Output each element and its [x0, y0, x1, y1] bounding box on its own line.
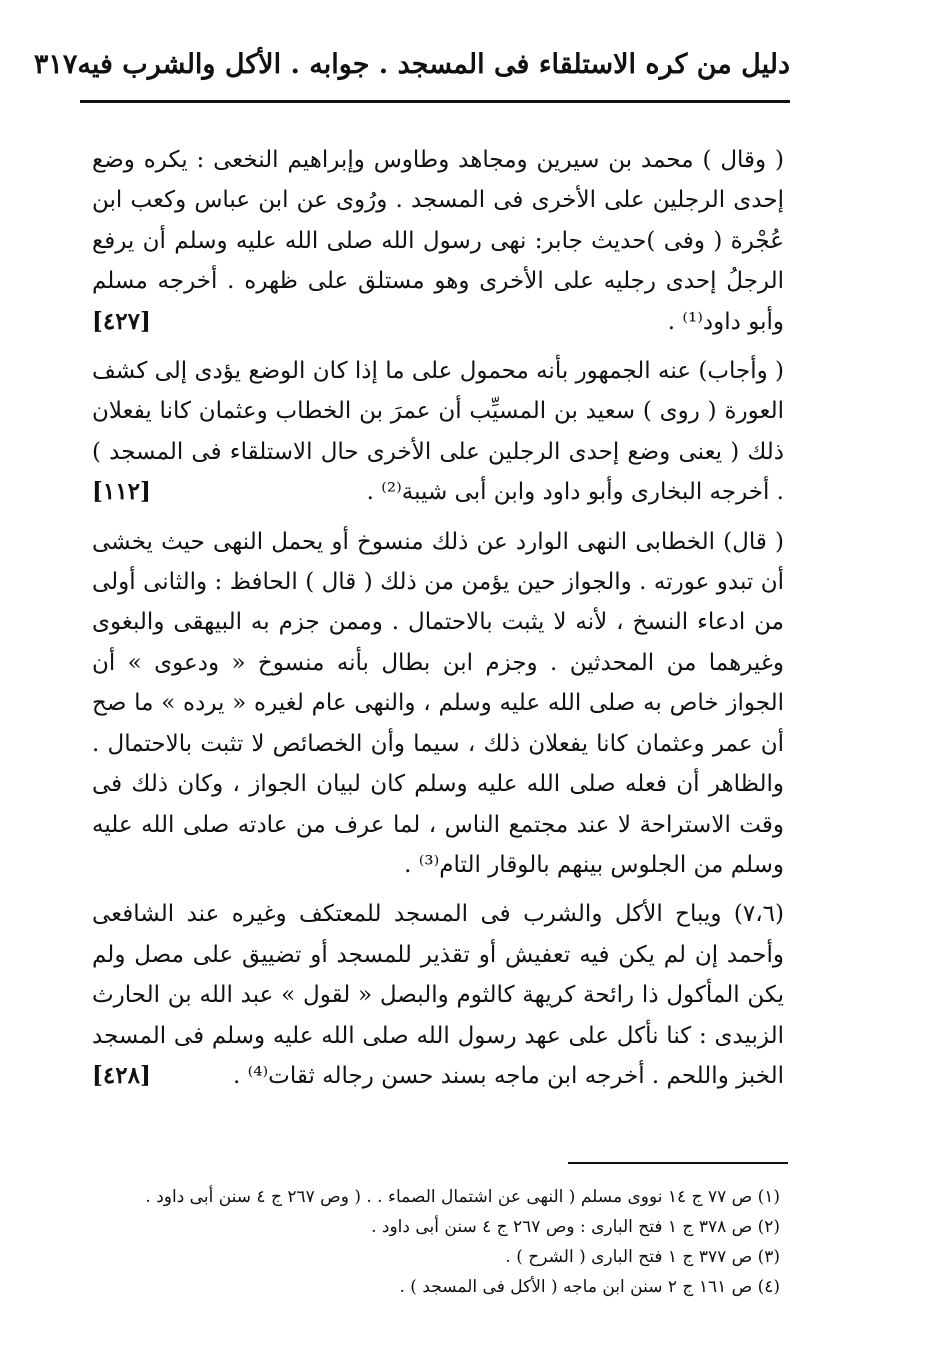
hadith-number: [١١٢] — [92, 478, 151, 506]
paragraph-3 — [92, 522, 784, 886]
hadith-number: [٤٢٨] — [92, 1061, 151, 1089]
main-text — [92, 140, 784, 1105]
paragraph-2 — [92, 351, 784, 513]
paragraph-text: (٧،٦) ويباح الأكل والشرب فى المسجد للمعتكف وغيره عند الشافعى وأحمد إن لم يكن فيه تعفيش أو تقذير للمسجد أو تضييق على مصل ولم يكن المأكول ذا رائحة كريهة كالثوم والبصل « لقول » عبد الله بن الحارث الزبيدى : كنا نأكل على عهد رسول الله صلى الله عليه وسلم فى المسجد الخبز واللحم . أخرجه ابن ماجه بسند حسن رجاله ثقات⁽⁴⁾ . — [92, 901, 784, 1089]
paragraph-1 — [92, 140, 784, 342]
footnote-3: (٣) ص ٣٧٧ ج ١ فتح البارى ( الشرح ) . — [505, 1247, 780, 1267]
footnote-4: (٤) ص ١٦١ ج ٢ سنن ابن ماجه ( الأكل فى المسجد ) . — [399, 1277, 780, 1297]
hadith-number: [٤٢٧] — [92, 307, 151, 335]
footnote-rule — [568, 1162, 788, 1164]
page-header — [33, 42, 790, 86]
page-number: ٣١٧ — [33, 48, 78, 80]
footnote-1: (١) ص ٧٧ ج ١٤ نووى مسلم ( النهى عن اشتمال الصماء . . ( وص ٢٦٧ ج ٤ سنن أبى داود . — [145, 1187, 780, 1207]
paragraph-text: ( وأجاب) عنه الجمهور بأنه محمول على ما إذا كان الوضع يؤدى إلى كشف العورة ( روى ) سعيد بن المسيِّب أن عمرَ بن الخطاب وعثمان كانا يفعلان ذلك ( يعنى وضع إحدى الرجلين على الأخرى حال الاستلقاء فى المسجد ) . أخرجه البخارى وأبو داود وابن أبى شيبة⁽²⁾ . — [92, 358, 784, 506]
paragraph-text: ( قال) الخطابى النهى الوارد عن ذلك منسوخ أو يحمل النهى حيث يخشى أن تبدو عورته . والجواز حين يؤمن من ذلك ( قال ) الحافظ : والثانى أولى من ادعاء النسخ ، لأنه لا يثبت بالاحتمال . وممن جزم به البيهقى والبغوى وغيرهما من المحدثين . وجزم ابن بطال بأنه منسوخ « ودعوى » أن الجواز خاص به صلى الله عليه وسلم ، والنهى عام لغيره « يرده » ما صح أن عمر وعثمان كانا يفعلان ذلك ، سيما وأن الخصائص لا تثبت بالاحتمال . والظاهر أن فعله صلى الله عليه وسلم كان لبيان الجواز ، وكان ذلك فى وقت الاستراحة لا عند مجتمع الناس ، لما عرف من عادته صلى الله عليه وسلم من الجلوس بينهم بالوقار التام⁽³⁾ . — [92, 528, 784, 878]
footnotes — [90, 1182, 780, 1302]
header-rule — [80, 100, 790, 103]
footnote-2: (٢) ص ٣٧٨ ج ١ فتح البارى : وص ٢٦٧ ج ٤ سنن أبى داود . — [371, 1217, 780, 1237]
paragraph-text: ( وقال ) محمد بن سيرين ومجاهد وطاوس وإبراهيم النخعى : يكره وضع إحدى الرجلين على الأخرى فى المسجد . ورُوى عن ابن عباس وكعب ابن عُجْرة ( وفى )حديث جابر: نهى رسول الله صلى الله عليه وسلم أن يرفع الرجلُ إحدى رجليه على الأخرى وهو مستلق على ظهره . أخرجه مسلم وأبو داود⁽¹⁾ . — [92, 147, 784, 335]
running-title: دليل من كره الاستلقاء فى المسجد . جوابه . الأكل والشرب فيه — [77, 48, 790, 80]
paragraph-4 — [92, 894, 784, 1096]
